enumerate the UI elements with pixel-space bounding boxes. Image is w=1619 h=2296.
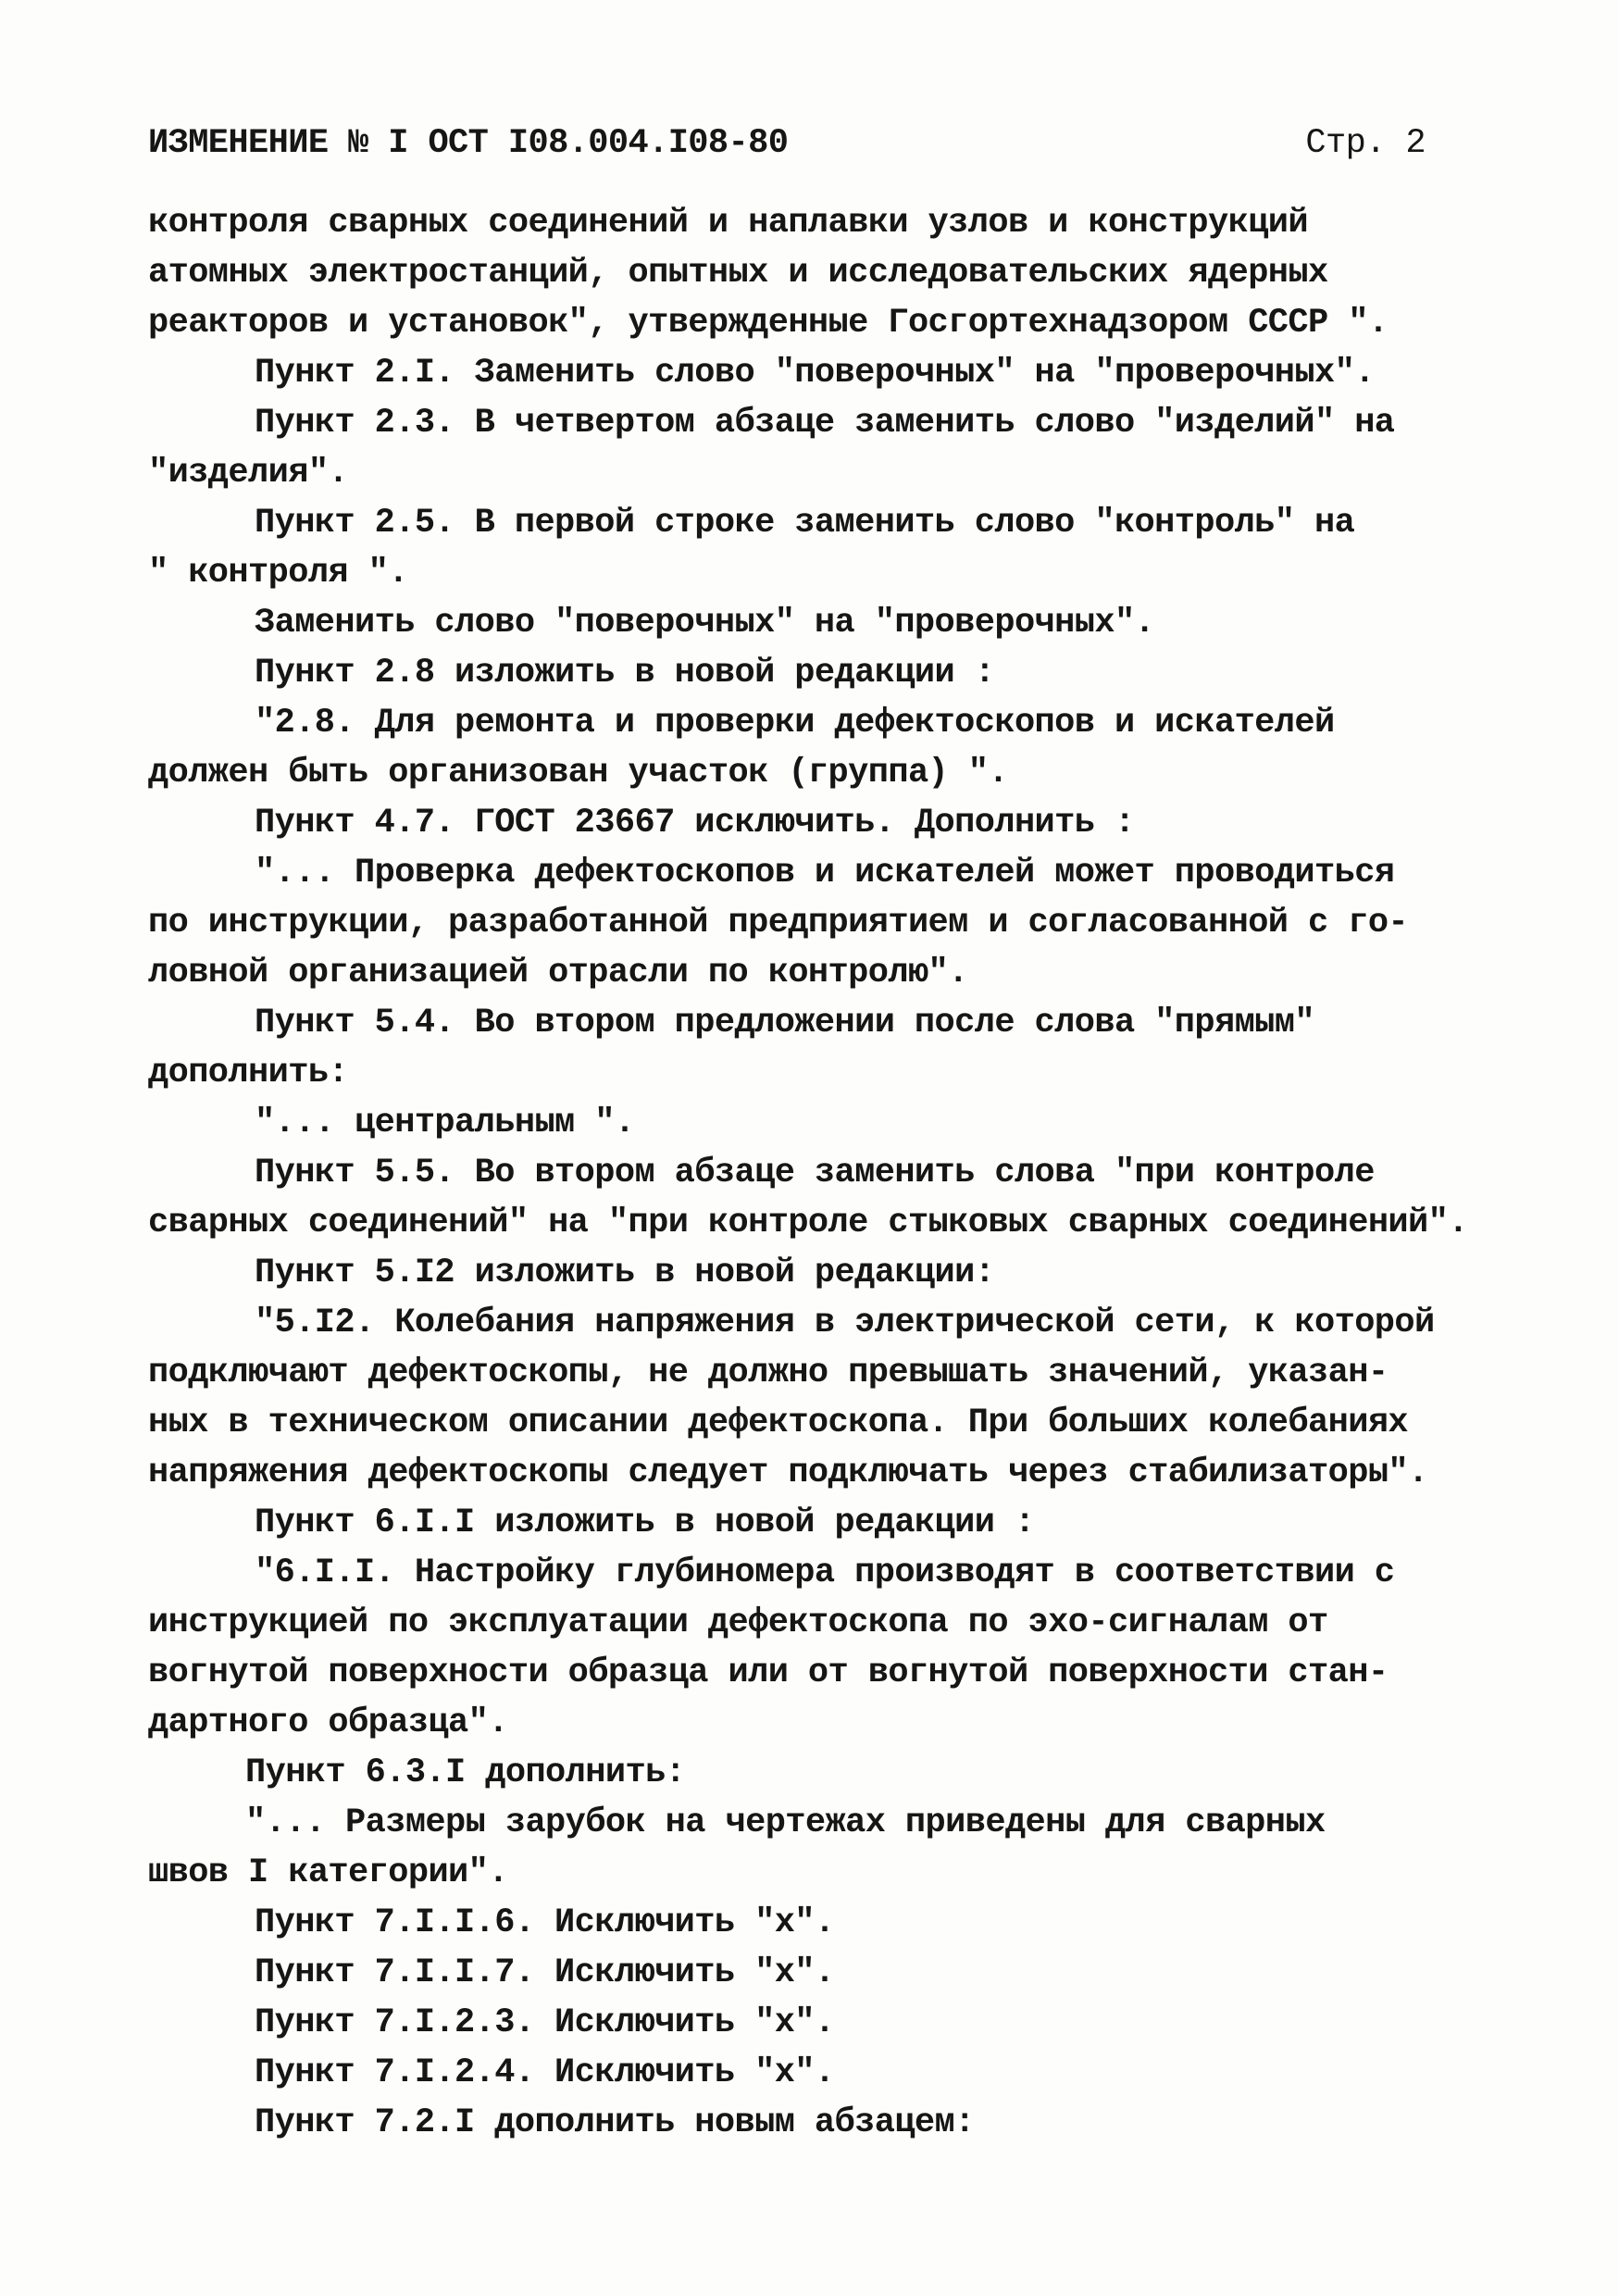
text-line: Пункт 2.3. В четвертом абзаце заменить слово "изделий" на <box>255 404 1395 443</box>
text-line: дополнить: <box>148 1054 349 1092</box>
text-line: "... центральным ". <box>255 1104 635 1142</box>
text-line: Пункт 7.2.I дополнить новым абзацем: <box>255 2103 975 2142</box>
text-line: инструкцией по эксплуатации дефектоскопа по эхо-сигналам от <box>148 1603 1328 1642</box>
text-line: "... Проверка дефектоскопов и искателей может проводиться <box>255 854 1395 892</box>
text-line: Пункт 5.I2 изложить в новой редакции: <box>255 1254 995 1292</box>
text-line: должен быть организован участок (группа) ". <box>148 754 1008 792</box>
text-line: "... Размеры зарубок на чертежах приведены для сварных <box>245 1803 1326 1842</box>
text-line: Пункт 5.5. Во втором абзаце заменить слова "при контроле <box>255 1154 1375 1192</box>
text-line: ных в техническом описании дефектоскопа. При больших колебаниях <box>148 1404 1409 1442</box>
text-line: Заменить слово "поверочных" на "проверочных". <box>255 604 1155 643</box>
text-line: Пункт 4.7. ГОСТ 23667 исключить. Дополнить : <box>255 804 1135 842</box>
text-line: Пункт 2.I. Заменить слово "поверочных" на "проверочных". <box>255 354 1375 393</box>
text-line: швов I категории". <box>148 1853 508 1892</box>
page-number: Стр. 2 <box>1305 124 1426 163</box>
text-line: "изделия". <box>148 454 349 493</box>
document-body <box>148 198 1500 2148</box>
text-line: Пункт 6.I.I изложить в новой редакции : <box>255 1504 1035 1542</box>
text-line: "6.I.I. Настройку глубиномера производят в соответствии с <box>255 1554 1395 1592</box>
text-line: "5.I2. Колебания напряжения в электрической сети, к которой <box>255 1304 1435 1342</box>
text-line: Пункт 6.3.I дополнить: <box>245 1753 686 1792</box>
text-line: " контроля ". <box>148 554 408 593</box>
text-line: Пункт 7.I.I.7. Исключить "х". <box>255 1953 835 1992</box>
text-line: ловной организацией отрасли по контролю". <box>148 954 968 992</box>
text-line: напряжения дефектоскопы следует подключать через стабилизаторы". <box>148 1454 1428 1492</box>
page-header <box>148 124 1426 180</box>
text-line: Пункт 2.5. В первой строке заменить слово "контроль" на <box>255 504 1355 543</box>
text-line: подключают дефектоскопы, не должно превышать значений, указан- <box>148 1354 1389 1392</box>
text-line: реакторов и установок", утвержденные Госгортехнадзором СССР ". <box>148 304 1389 343</box>
text-line: Пункт 7.I.2.4. Исключить "х". <box>255 2053 835 2092</box>
document-title: ИЗМЕНЕНИЕ № I ОСТ I08.004.I08-80 <box>148 124 789 163</box>
text-line: Пункт 7.I.2.3. Исключить "х". <box>255 2003 835 2042</box>
text-line: контроля сварных соединений и наплавки узлов и конструкций <box>148 204 1309 243</box>
text-line: "2.8. Для ремонта и проверки дефектоскопов и искателей <box>255 704 1335 742</box>
text-line: Пункт 5.4. Во втором предложении после слова "прямым" <box>255 1004 1314 1042</box>
text-line: Пункт 7.I.I.6. Исключить "х". <box>255 1903 835 1942</box>
text-line: атомных электростанций, опытных и исследовательских ядерных <box>148 254 1328 293</box>
text-line: сварных соединений" на "при контроле стыковых сварных соединений". <box>148 1204 1468 1242</box>
text-line: Пункт 2.8 изложить в новой редакции : <box>255 654 995 693</box>
text-line: дартного образца". <box>148 1703 508 1742</box>
text-line: вогнутой поверхности образца или от вогнутой поверхности стан- <box>148 1653 1389 1692</box>
text-line: по инструкции, разработанной предприятием и согласованной с го- <box>148 904 1409 942</box>
